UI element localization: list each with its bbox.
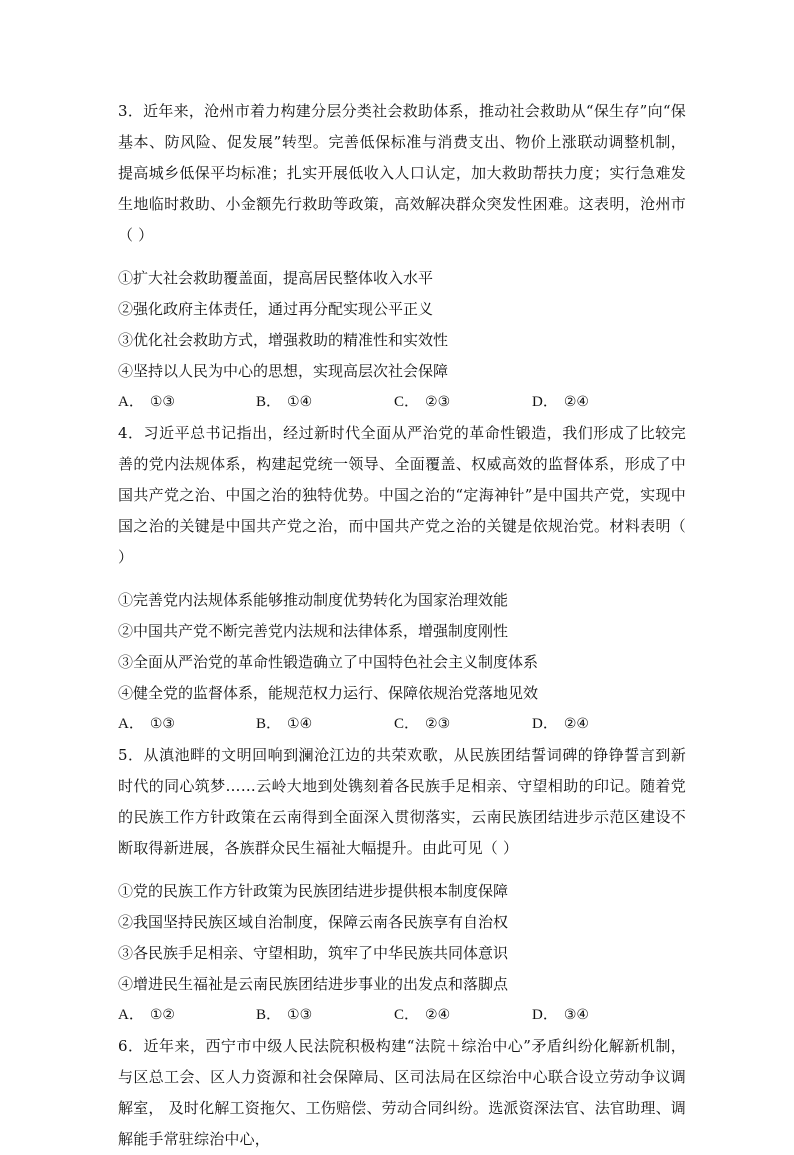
option-3: ③优化社会救助方式，增强救助的精准性和实效性 bbox=[118, 331, 449, 349]
choice-d: D． ③④ bbox=[532, 1007, 589, 1023]
option-3: ③全面从严治党的革命性锻造确立了中国特色社会主义制度体系 bbox=[118, 653, 539, 671]
choice-d: D． ②④ bbox=[532, 394, 589, 410]
question-3 bbox=[118, 96, 686, 418]
choice-a: A． ①③ bbox=[118, 394, 175, 410]
question-stem: 4．习近平总书记指出，经过新时代全面从严治党的革命性锻造，我们形成了比较完善的党内法规体系，构建起党统一领导、全面覆盖、权威高效的监督体系，形成了中国共产党之治、中国之治的独特优势。中国之治的“定海神针”是中国共产党，实现中国之治的关键是中国共产党之治，而中国共产党之治的关键是依规治党。材料表明（ ） bbox=[118, 424, 686, 566]
option-4: ④增进民生福祉是云南民族团结进步事业的出发点和落脚点 bbox=[118, 975, 509, 993]
option-4: ④健全党的监督体系，能规范权力运行、保障依规治党落地见效 bbox=[118, 684, 539, 702]
answer-choices bbox=[118, 1000, 686, 1031]
option-4: ④坚持以人民为中心的思想，实现高层次社会保障 bbox=[118, 362, 449, 380]
question-4 bbox=[118, 418, 686, 740]
option-1: ①扩大社会救助覆盖面，提高居民整体收入水平 bbox=[118, 269, 434, 287]
option-1: ①党的民族工作方针政策为民族团结进步提供根本制度保障 bbox=[118, 882, 509, 900]
question-stem: 5．从滇池畔的文明回响到澜沧江边的共荣欢歌，从民族团结誓词碑的铮铮誓言到新时代的同心筑梦……云岭大地到处镌刻着各民族手足相亲、守望相助的印记。随着党的民族工作方针政策在云南得到全面深入贯彻落实，云南民族团结进步示范区建设不断取得新进展，各族群众民生福祉大幅提升。由此可见（ ） bbox=[118, 746, 686, 857]
option-3: ③各民族手足相亲、守望相助，筑牢了中华民族共同体意识 bbox=[118, 944, 509, 962]
choice-c: C． ②③ bbox=[394, 394, 451, 410]
answer-choices bbox=[118, 387, 686, 418]
question-5 bbox=[118, 740, 686, 1031]
choice-b: B． ①④ bbox=[256, 716, 313, 732]
option-2: ②中国共产党不断完善党内法规和法律体系，增强制度刚性 bbox=[118, 622, 509, 640]
option-1: ①完善党内法规体系能够推动制度优势转化为国家治理效能 bbox=[118, 591, 509, 609]
choice-a: A． ①③ bbox=[118, 716, 175, 732]
question-stem: 6．近年来，西宁市中级人民法院积极构建“法院＋综治中心”矛盾纠纷化解新机制，与区总工会、区人力资源和社会保障局、区司法局在区综治中心联合设立劳动争议调解室， 及时化解工资拖欠、工伤赔偿、劳动合同纠纷。选派资深法官、法官助理、调解能手常驻综治中心， bbox=[118, 1037, 686, 1148]
choice-c: C． ②④ bbox=[394, 1007, 451, 1023]
option-2: ②我国坚持民族区域自治制度，保障云南各民族享有自治权 bbox=[118, 913, 509, 931]
option-2: ②强化政府主体责任，通过再分配实现公平正义 bbox=[118, 300, 434, 318]
answer-choices bbox=[118, 709, 686, 740]
choice-c: C． ②③ bbox=[394, 716, 451, 732]
choice-b: B． ①④ bbox=[256, 394, 313, 410]
choice-b: B． ①③ bbox=[256, 1007, 313, 1023]
question-6 bbox=[118, 1031, 686, 1155]
choice-a: A． ①② bbox=[118, 1007, 175, 1023]
question-stem: 3．近年来，沧州市着力构建分层分类社会救助体系，推动社会救助从“保生存”向“保基本、防风险、促发展”转型。完善低保标准与消费支出、物价上涨联动调整机制，提高城乡低保平均标准；扎实开展低收入人口认定，加大救助帮扶力度；实行急难发生地临时救助、小金额先行救助等政策，高效解决群众突发性困难。这表明，沧州市（ ） bbox=[118, 102, 686, 244]
choice-d: D． ②④ bbox=[532, 716, 589, 732]
